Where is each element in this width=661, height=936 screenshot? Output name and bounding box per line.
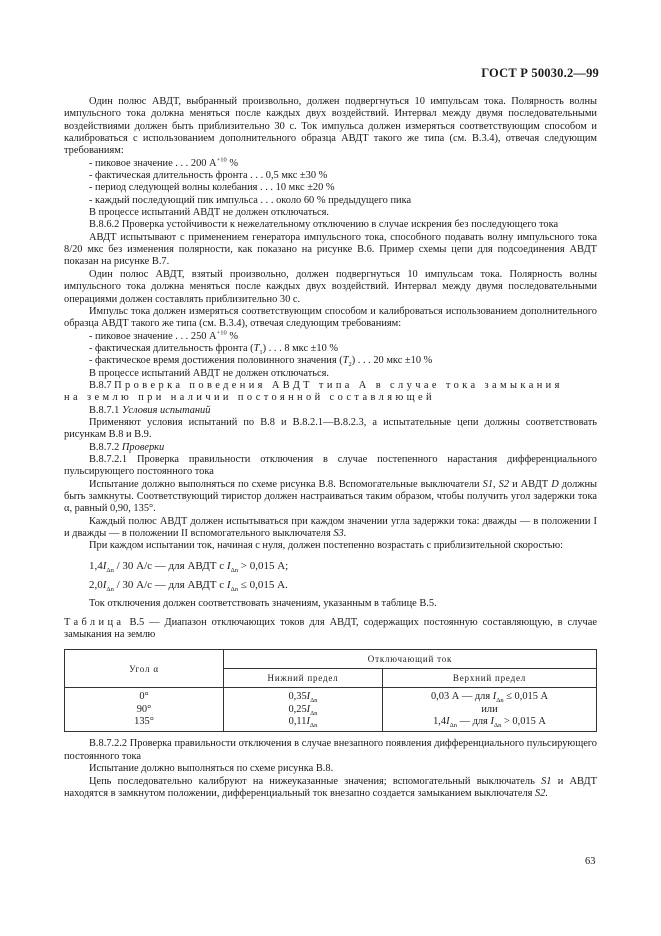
page-number: 63 bbox=[585, 856, 596, 867]
list-item-unit: % bbox=[226, 330, 239, 342]
upper-limit-line: или bbox=[481, 703, 498, 715]
list-item bbox=[64, 355, 597, 367]
table-caption-label: Таблица bbox=[64, 616, 125, 628]
table-caption-text: В.5 — Диапазон отключающих токов для АВДТ, содержащих постоянную составляющую, в случае замыкания на землю bbox=[64, 616, 597, 641]
text-run: и АВДТ находятся в замкнутом положении, дифференциальный ток внезапно создается замыканием выключателя bbox=[64, 775, 597, 799]
paragraph: В.8.7.2.1 Проверка правильности отключения в случае постепенного нарастания дифференциального пульсирующего постоянного тока bbox=[64, 453, 597, 478]
paragraph: Один полюс АВДТ, взятый произвольно, должен подвергнуться 10 импульсам тока. Полярность волны импульсного тока должна меняться после каждых двух воздействий. Интервал между двумя последовательными операциями должен составлять приблизительно 30 с. bbox=[64, 268, 597, 305]
section-number: В.8.7 bbox=[89, 379, 112, 391]
variable: I bbox=[306, 716, 310, 728]
upper-limit-line bbox=[387, 691, 592, 703]
upper-limit-line bbox=[387, 716, 592, 728]
lower-limit-cell bbox=[224, 688, 383, 732]
list-item bbox=[64, 343, 597, 355]
variable: I bbox=[492, 691, 497, 703]
paragraph: В.8.7.2.2 Проверка правильности отключения в случае внезапного появления дифференциального пульсирующего постоянного тока bbox=[64, 738, 597, 762]
standard-code-header: ГОСТ Р 50030.2—99 bbox=[481, 66, 599, 80]
variable: I bbox=[226, 559, 231, 572]
paragraph: Испытание должно выполняться по схеме рисунка В.8. bbox=[89, 763, 334, 775]
text-run: и АВДТ bbox=[509, 478, 552, 490]
section-heading-b87 bbox=[64, 380, 597, 392]
text-run: Цепь последовательно калибруют на нижеуказанные значения; вспомогательный выключатель bbox=[89, 775, 542, 787]
coefficient: 2,0 bbox=[89, 579, 103, 592]
list-item-text: - фактическое время достижения половинного значения ( bbox=[89, 355, 343, 367]
subsection-title: Проверки bbox=[121, 441, 165, 453]
table-row bbox=[65, 688, 597, 732]
formula-line bbox=[64, 579, 597, 594]
text-run: — для bbox=[457, 716, 491, 728]
text-run: > 0,015 А bbox=[501, 716, 546, 728]
switch-label: S3. bbox=[333, 528, 347, 540]
text-run: > 0,015 А; bbox=[238, 559, 289, 572]
subscript: Δn bbox=[230, 586, 239, 594]
list-item: - каждый последующий пик импульса . . . около 60 % предыдущего пика bbox=[89, 194, 412, 206]
tolerance-superscript: +10 bbox=[216, 156, 227, 164]
text-run: / 30 А/с — для АВДТ с bbox=[113, 579, 227, 592]
subscript: 1 bbox=[259, 348, 263, 356]
paragraph: Один полюс АВДТ, выбранный произвольно, должен подвергнуться 10 импульсам тока. Полярность волны импульсного тока должна меняться после каждых двух воздействий. Интервал между двумя последовательными воздействиями должен быть приблизительно 30 с. Ток импульса должен измеряться соответствующим способом и калиброваться с использованием дополнительного образца АВДТ такого же типа (см. В.3.4), отвечая следующим требованиям: bbox=[64, 96, 597, 157]
variable: T bbox=[253, 342, 260, 354]
document-body bbox=[64, 96, 597, 800]
upper-limit-cell bbox=[383, 688, 597, 732]
text-run: / 30 А/с — для АВДТ с bbox=[113, 559, 227, 572]
angle-value: 90° bbox=[136, 703, 152, 715]
text-run: ≤ 0,015 А bbox=[503, 691, 549, 703]
tolerance-superscript: +10 bbox=[216, 329, 227, 337]
variable: I bbox=[226, 579, 231, 592]
list-item-unit: % bbox=[226, 157, 239, 169]
angle-cell bbox=[65, 688, 224, 732]
paragraph: В процессе испытаний АВДТ не должен отключаться. bbox=[89, 367, 329, 379]
section-heading-b862: В.8.6.2 Проверка устойчивости к нежелательному отключению в случае искрения без последующего тока bbox=[89, 219, 559, 231]
subscript: Δn bbox=[106, 586, 114, 594]
variable: T bbox=[342, 355, 349, 367]
subsection-heading-b872 bbox=[64, 442, 597, 454]
subsection-heading-b871 bbox=[64, 405, 597, 417]
subscript: Δn bbox=[310, 697, 318, 705]
subscript: Δn bbox=[493, 722, 502, 730]
switch-label: S2. bbox=[535, 787, 549, 799]
lower-limit-value bbox=[228, 716, 378, 728]
list-item: - период следующей волны колебания . . . 10 мкс ±20 % bbox=[89, 182, 335, 194]
variable: I bbox=[306, 691, 311, 703]
text-run: 0,03 А — для bbox=[430, 691, 493, 703]
list-item-text: - пиковое значение . . . 250 А bbox=[89, 330, 217, 342]
subscript: Δn bbox=[310, 709, 318, 717]
switch-label: S1, S2 bbox=[482, 478, 510, 490]
paragraph bbox=[64, 479, 597, 516]
variable: I bbox=[102, 559, 107, 572]
paragraph bbox=[64, 776, 597, 801]
table-header-row bbox=[65, 650, 597, 669]
subscript: Δn bbox=[309, 722, 318, 730]
table-header-upper: Верхний предел bbox=[383, 669, 597, 688]
coefficient: 1,4 bbox=[433, 716, 447, 728]
subscript: Δn bbox=[106, 566, 114, 574]
angle-value: 135° bbox=[134, 716, 154, 728]
subscript: 2 bbox=[348, 361, 352, 369]
table-header-lower: Нижний предел bbox=[224, 669, 383, 688]
section-number: В.8.7.2 bbox=[89, 441, 120, 453]
section-number: В.8.7.1 bbox=[89, 404, 120, 416]
subscript: Δn bbox=[230, 566, 239, 574]
list-item-text: - фактическая длительность фронта ( bbox=[89, 342, 254, 354]
paragraph: В процессе испытаний АВДТ не должен отключаться. bbox=[89, 207, 329, 219]
coefficient: 0,25 bbox=[288, 703, 307, 715]
coefficient: 1,4 bbox=[89, 559, 103, 572]
text-run: Каждый полюс АВДТ должен испытываться при каждом значении угла задержки тока: дважды — в положении I и дважды — в положении II вспомогательного выключателя bbox=[64, 515, 597, 540]
device-label: D bbox=[551, 478, 559, 490]
coefficient: 0,35 bbox=[288, 691, 307, 703]
paragraph: АВДТ испытывают с применением генератора импульсного тока, способного подавать волну импульсного тока 8/20 мкс без изменения полярности, как показано на рисунке В.6. Пример схемы цепи для подсоединения АВДТ показан на рисунке В.7. bbox=[64, 231, 597, 268]
formula-line bbox=[64, 560, 597, 572]
paragraph: Ток отключения должен соответствовать значениям, указанным в таблице В.5. bbox=[89, 598, 437, 610]
table-caption bbox=[64, 617, 597, 642]
subscript: Δn bbox=[449, 722, 457, 730]
list-item bbox=[64, 158, 597, 170]
paragraph: При каждом испытании ток, начиная с нуля, должен постепенно возрастать с приблизительной скоростью: bbox=[89, 540, 563, 552]
paragraph: Применяют условия испытаний по В.8 и В.8.2.1—В.8.2.3, а испытательные цепи должны соответствовать рисункам В.8 и В.9. bbox=[64, 416, 597, 441]
list-item bbox=[64, 331, 597, 343]
section-title-line: Проверка поведения АВДТ типа А в случае тока замыкания bbox=[114, 379, 563, 391]
lower-limit-value bbox=[228, 691, 378, 703]
variable: I bbox=[490, 716, 494, 728]
list-item-text: - пиковое значение . . . 200 А bbox=[89, 157, 217, 169]
subscript: Δn bbox=[496, 697, 504, 705]
trip-current-table bbox=[64, 649, 597, 732]
paragraph: Импульс тока должен измеряться соответствующим способом и калиброваться использованием дополнительного образца АВДТ такого же типа (см. В.3.4), отвечая следующим требованиям: bbox=[64, 305, 597, 330]
variable: I bbox=[446, 716, 450, 728]
text-run: Испытание должно выполняться по схеме рисунка В.8. Вспомогательные выключатели bbox=[89, 478, 483, 490]
table-header-angle: Угол α bbox=[65, 650, 224, 688]
section-title-line: на землю при наличии постоянной составляющей bbox=[64, 392, 435, 404]
list-item: - фактическая длительность фронта . . . 0,5 мкс ±30 % bbox=[89, 170, 328, 182]
list-item-text: ) . . . 8 мкс ±10 % bbox=[262, 342, 339, 354]
variable: I bbox=[306, 703, 311, 715]
subsection-title: Условия испытаний bbox=[121, 404, 211, 416]
list-item-text: ) . . . 20 мкс ±10 % bbox=[351, 355, 433, 367]
coefficient: 0,11 bbox=[288, 716, 307, 728]
paragraph bbox=[64, 516, 597, 541]
lower-limit-value bbox=[228, 704, 378, 716]
text-run: должны быть замкнуты. Соответствующий тиристор должен настраиваться таким образом, чтобы получить угол задержки тока α, равный 0,90, 135°. bbox=[64, 478, 598, 515]
variable: I bbox=[102, 579, 107, 592]
switch-label: S1 bbox=[541, 775, 552, 787]
table-header-trip-current: Отключающий ток bbox=[224, 650, 597, 669]
angle-value: 0° bbox=[139, 691, 149, 703]
text-run: ≤ 0,015 А. bbox=[238, 579, 288, 592]
